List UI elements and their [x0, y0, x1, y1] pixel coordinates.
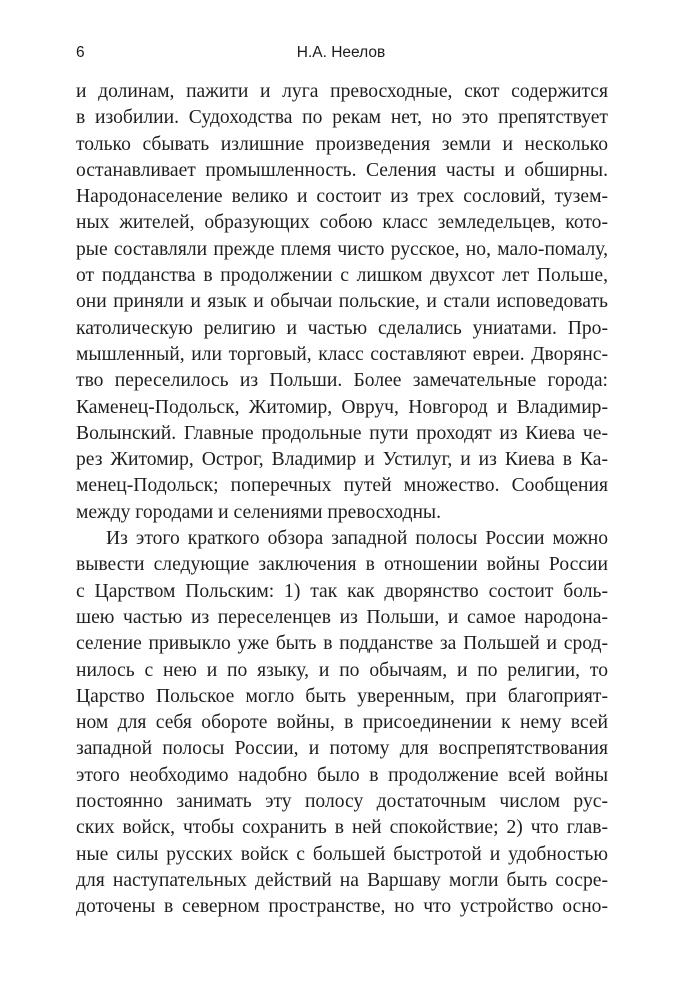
text-line: Каменец-Подольск, Житомир, Овруч, Новгород и Владимир-: [76, 396, 608, 418]
text-line: шею частью из переселенцев из Польши, и самое народона-: [76, 606, 608, 628]
text-line: селение привыкло уже быть в подданстве за Польшей и срод-: [76, 633, 608, 655]
paragraph-2: [76, 526, 608, 920]
text-line: с Царством Польским: 1) так как дворянство состоит боль-: [76, 580, 608, 602]
text-line: мышленный, или торговый, класс составляют евреи. Дворянс-: [76, 343, 608, 365]
text-line: Царство Польское могло быть уверенным, при благоприят-: [76, 685, 608, 707]
text-line: Волынский. Главные продольные пути проходят из Киева че-: [76, 422, 608, 444]
body-text: [76, 79, 608, 921]
text-line: постоянно занимать эту полосу достаточным числом рус-: [76, 791, 608, 813]
text-line: тво переселилось из Польши. Более замечательные города:: [76, 370, 608, 392]
text-line: этого необходимо надобно было в продолжение всей войны: [76, 764, 608, 786]
text-line: в изобилии. Судоходства по рекам нет, но это препятствует: [76, 107, 608, 129]
text-line: западной полосы России, и потому для воспрепятствования: [76, 738, 608, 760]
text-line: ные силы русских войск с большей быстротой и удобностью: [76, 843, 608, 865]
text-line: ских войск, чтобы сохранить в ней спокойствие; 2) что глав-: [76, 817, 608, 839]
text-line: между городами и селениями превосходны.: [76, 501, 441, 523]
running-title: Н.А. Неелов: [296, 44, 386, 61]
text-line: Из этого краткого обзора западной полосы России можно: [106, 528, 608, 550]
text-line: для наступательных действий на Варшаву могли быть сосре-: [76, 869, 608, 891]
text-line: католическую религию и частью сделались униатами. Про-: [76, 317, 608, 339]
page-header: [76, 44, 606, 68]
text-line: рез Житомир, Острог, Владимир и Устилуг, и из Киева в Ка-: [76, 449, 608, 471]
text-line: от подданства в продолжении с лишком двухсот лет Польше,: [76, 265, 608, 287]
text-line: только сбывать излишние произведения земли и несколько: [76, 133, 608, 155]
text-line: останавливает промышленность. Селения часты и обширны.: [76, 159, 608, 181]
text-line: ных жителей, образующих собою класс земледельцев, кото-: [76, 212, 608, 234]
text-line: доточены в северном пространстве, но что устройство осно-: [76, 896, 608, 918]
paragraph-1: [76, 79, 608, 526]
text-line: и долинам, пажити и луга превосходные, скот содержится: [76, 81, 608, 102]
text-line: нилось с нею и по языку, и по обычаям, и по религии, то: [76, 659, 608, 681]
text-line: вывести следующие заключения в отношении войны России: [76, 554, 608, 576]
text-line: Народонаселение велико и состоит из трех сословий, тузем-: [76, 186, 608, 208]
text-line: они приняли и язык и обычаи польские, и стали исповедовать: [76, 291, 608, 313]
text-line: менец-Подольск; поперечных путей множество. Сообщения: [76, 475, 608, 497]
text-line: ном для себя обороте войны, в присоединении к нему всей: [76, 712, 608, 734]
page-number: 6: [76, 44, 85, 61]
text-line: рые составляли прежде племя чисто русское, но, мало-помалу,: [76, 238, 608, 260]
